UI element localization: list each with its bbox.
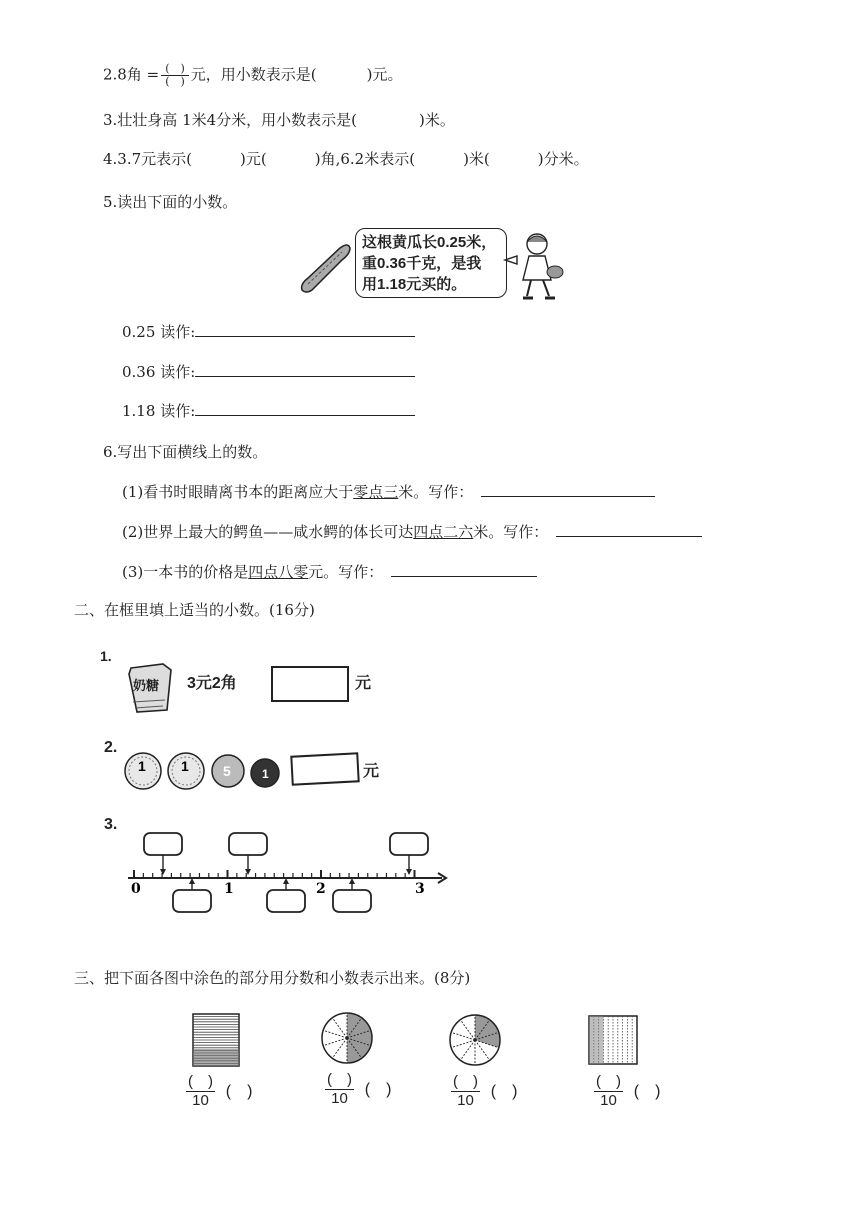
q4-text-a: 4.3.7元表示( xyxy=(103,150,193,168)
q3-text-a: 3.壮壮身高 1米4分米，用小数表示是( xyxy=(103,111,358,129)
fraction-denominator: 10 xyxy=(331,1090,348,1107)
item-text: (3)一本书的价格是 xyxy=(122,563,249,581)
tick-label: 3 xyxy=(415,881,425,897)
candy-label: 奶糖 xyxy=(133,679,160,694)
shaded-region xyxy=(193,1049,239,1066)
item-text-end: 米。写作： xyxy=(473,523,549,541)
sector-divider xyxy=(451,1032,475,1040)
read-label: 读作: xyxy=(160,323,196,341)
frac-answer-2 xyxy=(325,1068,391,1107)
underlined-number-words: 四点八零 xyxy=(248,563,309,581)
answer-box-top[interactable] xyxy=(390,833,428,855)
fraction-numerator: ( ) xyxy=(186,1070,215,1092)
item-text: (2)世界上最大的鳄鱼——咸水鳄的体长可达 xyxy=(122,523,414,541)
decimal-value: 0.25 xyxy=(122,323,156,341)
shaded-circle-2 xyxy=(448,1013,502,1067)
decimal-answer-paren[interactable]: ( ) xyxy=(225,1083,253,1100)
q2-text-b: 元，用小数表示是( xyxy=(190,65,317,84)
fraction-numerator: ( ) xyxy=(325,1068,354,1090)
answer-box-bottom[interactable] xyxy=(333,890,371,912)
answer-box-top[interactable] xyxy=(229,833,267,855)
item-text: (1)看书时眼睛离书本的距离应大于 xyxy=(122,483,354,501)
coin-value: 1 xyxy=(262,767,269,781)
fraction-numerator: ( ) xyxy=(594,1070,623,1092)
sector-divider xyxy=(323,1038,347,1046)
sector-divider xyxy=(460,1040,475,1060)
bubble-line-3: 用1.18元买的。 xyxy=(362,276,467,293)
candy-price: 3元2角 xyxy=(187,675,237,692)
q4-text-b: )元( xyxy=(240,150,267,168)
fraction-numerator: ( ) xyxy=(451,1070,480,1092)
s2-item-2-number: 2. xyxy=(104,739,118,756)
unit-yuan: 元 xyxy=(355,675,372,692)
frac-answer-4 xyxy=(594,1070,660,1109)
sector-divider xyxy=(332,1018,347,1038)
coin-value: 1 xyxy=(181,758,189,774)
bubble-line-1: 这根黄瓜长0.25米， xyxy=(362,234,497,251)
shaded-square-horizontal xyxy=(192,1013,240,1067)
answer-box-bottom[interactable] xyxy=(173,890,211,912)
coin-value: 5 xyxy=(223,763,231,779)
section-3-title: 三、把下面各图中涂色的部分用分数和小数表示出来。(8分) xyxy=(74,969,471,987)
section-2-title: 二、在框里填上适当的小数。(16分) xyxy=(74,601,315,619)
frac-answer-3 xyxy=(451,1070,517,1109)
fraction-denominator: 10 xyxy=(457,1092,474,1109)
number-line-ticks xyxy=(134,870,415,878)
sector-divider xyxy=(332,1038,347,1058)
q2-text-a: 2.8角 = xyxy=(103,65,160,84)
decimal-answer-paren[interactable]: ( ) xyxy=(490,1083,518,1100)
underlined-number-words: 四点二六 xyxy=(413,523,474,541)
shaded-square-vertical xyxy=(588,1015,638,1065)
decimal-value: 0.36 xyxy=(122,363,156,381)
item-text-end: 元。写作： xyxy=(308,563,384,581)
read-label: 读作: xyxy=(160,363,196,381)
fraction-denominator: ( ) xyxy=(165,75,185,88)
fraction-denominator: 10 xyxy=(192,1092,209,1109)
sector-divider xyxy=(451,1040,475,1048)
q3-text-b: )米。 xyxy=(419,111,455,129)
sector-divider xyxy=(323,1030,347,1038)
fraction-denominator: 10 xyxy=(600,1092,617,1109)
q4-text-c: )角,6.2米表示( xyxy=(314,150,416,168)
bubble-line-2: 重0.36千克，是我 xyxy=(362,255,482,272)
answer-box-bottom[interactable] xyxy=(267,890,305,912)
tick-label: 1 xyxy=(224,881,234,897)
decimal-value: 1.18 xyxy=(122,402,156,420)
unit-yuan: 元 xyxy=(363,763,380,780)
shaded-region xyxy=(589,1016,603,1064)
sector-divider xyxy=(460,1020,475,1040)
coin-value: 1 xyxy=(138,758,146,774)
tick-label: 0 xyxy=(131,881,141,897)
read-label: 读作: xyxy=(160,402,196,420)
s2-item-3-number: 3. xyxy=(104,816,118,833)
question-6-title: 6.写出下面横线上的数。 xyxy=(103,443,268,461)
s2-item-1-number: 1. xyxy=(100,648,112,664)
decimal-answer-paren[interactable]: ( ) xyxy=(633,1083,661,1100)
answer-box-top[interactable] xyxy=(144,833,182,855)
q2-text-c: )元。 xyxy=(366,65,403,84)
q4-text-d: )米( xyxy=(463,150,490,168)
tick-label: 2 xyxy=(316,881,326,897)
question-5-title: 5.读出下面的小数。 xyxy=(103,193,238,211)
decimal-answer-paren[interactable]: ( ) xyxy=(364,1081,392,1098)
q4-text-e: )分米。 xyxy=(537,150,589,168)
frac-answer-1 xyxy=(186,1070,252,1109)
item-text-end: 米。写作： xyxy=(398,483,474,501)
underlined-number-words: 零点三 xyxy=(353,483,399,501)
shaded-circle-1 xyxy=(320,1011,374,1065)
fraction-numerator: ( ) xyxy=(161,63,189,76)
